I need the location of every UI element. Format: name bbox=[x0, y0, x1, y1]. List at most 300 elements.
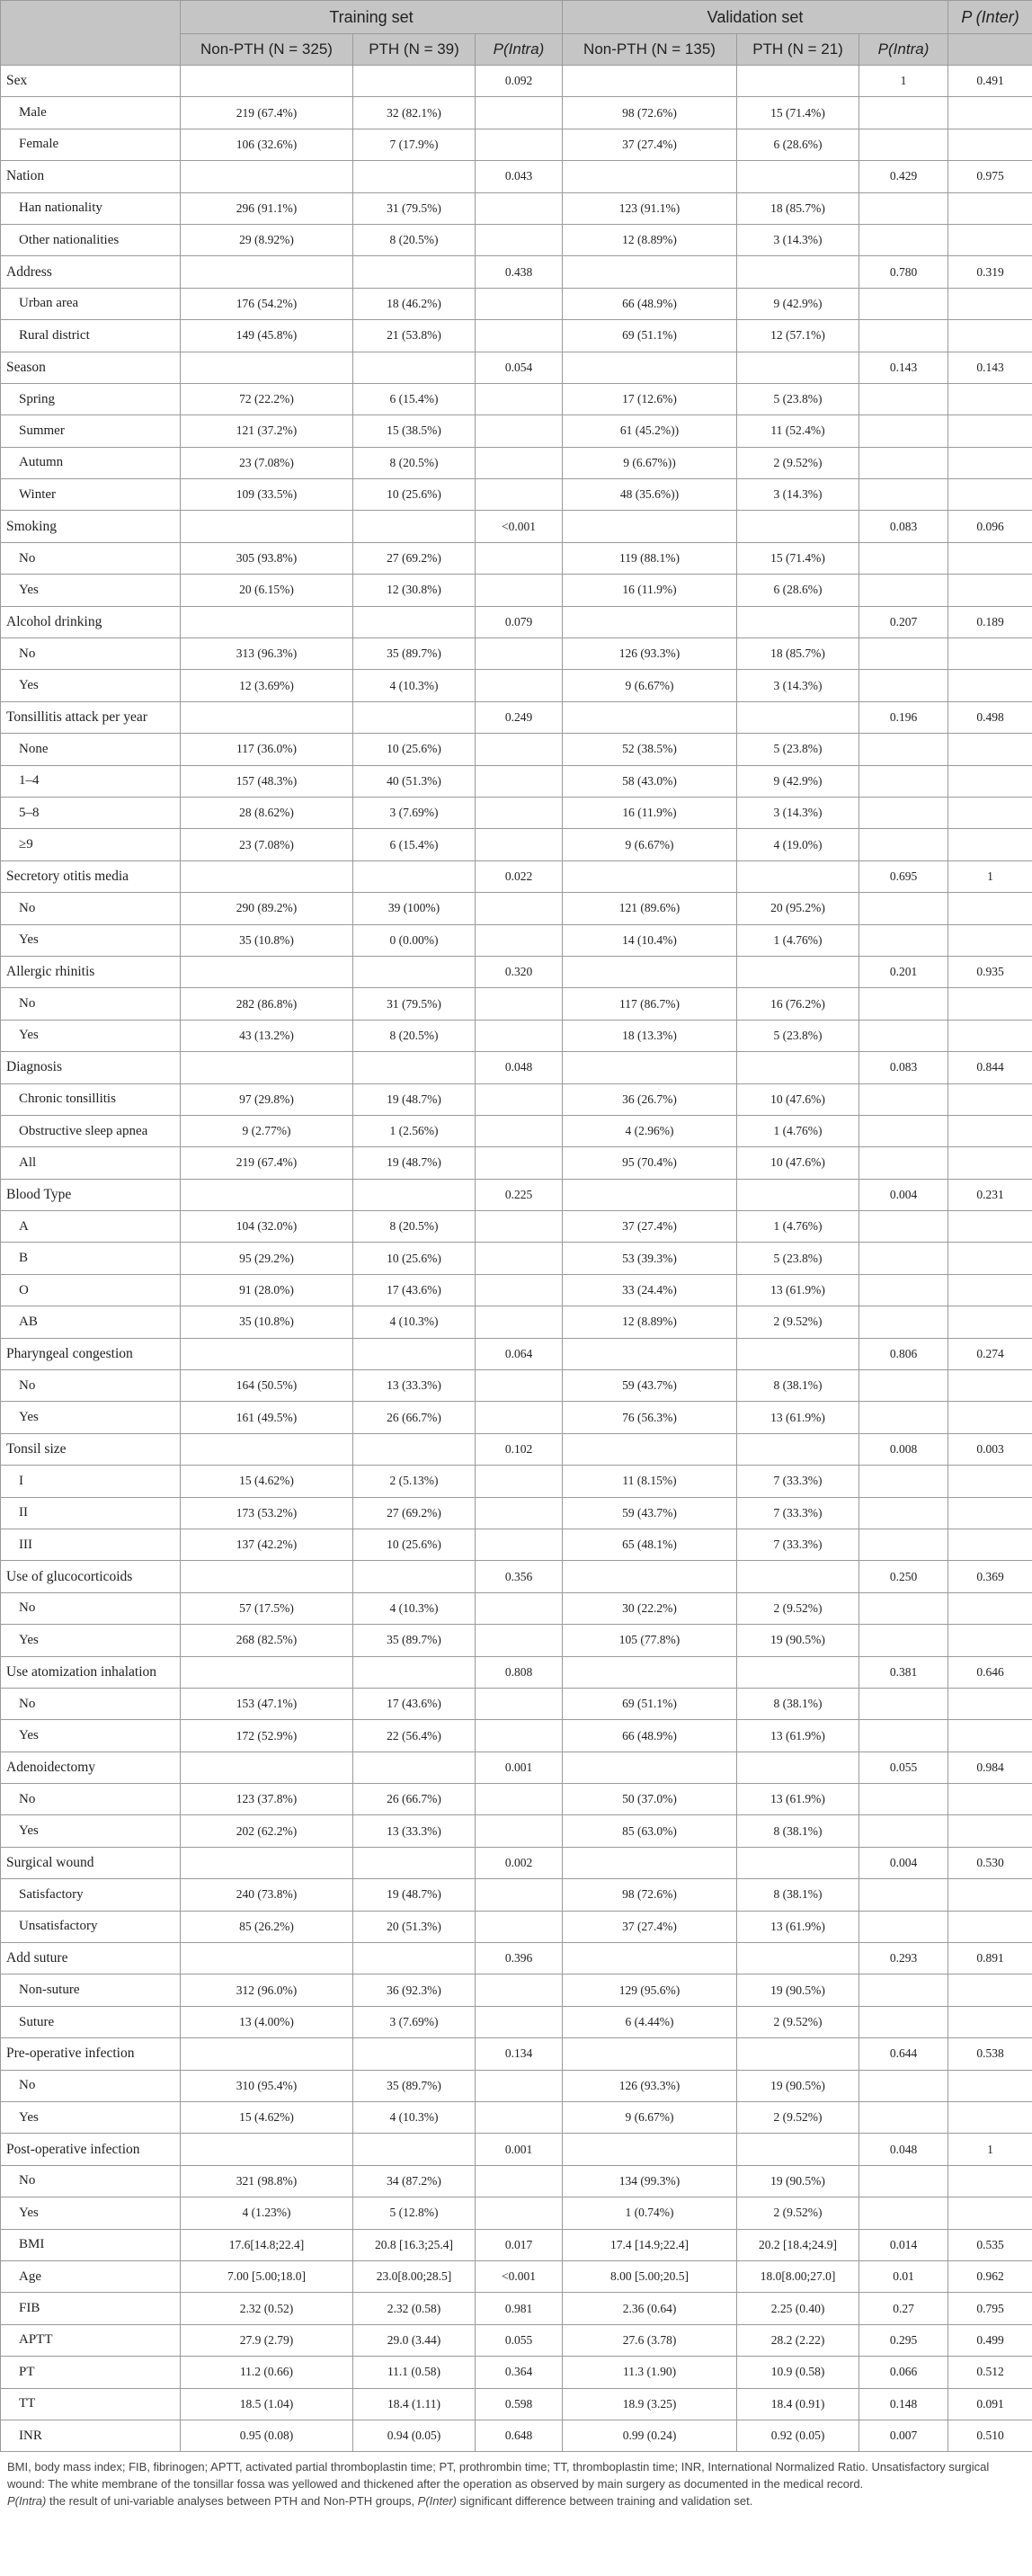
train-p-intra-cell bbox=[476, 1688, 563, 1719]
table-row bbox=[1, 447, 1032, 478]
table-row bbox=[1, 192, 1032, 224]
val-pth-cell: 8 (38.1%) bbox=[737, 1688, 859, 1719]
train-p-intra-cell bbox=[476, 542, 563, 574]
train-pth-cell bbox=[353, 1561, 476, 1592]
p-inter-cell: 0.510 bbox=[948, 2420, 1032, 2451]
val-pth-cell bbox=[737, 161, 859, 192]
table-row bbox=[1, 1306, 1032, 1338]
val-p-intra-cell: 0.196 bbox=[859, 701, 948, 733]
val-pth-cell: 15 (71.4%) bbox=[737, 97, 859, 129]
val-pth-cell: 11 (52.4%) bbox=[737, 415, 859, 447]
val-p-intra-cell bbox=[859, 638, 948, 670]
p-inter-cell: 0.646 bbox=[948, 1656, 1032, 1688]
val-nonpth-cell: 117 (86.7%) bbox=[563, 988, 737, 1020]
val-p-intra-cell bbox=[859, 383, 948, 414]
row-label: Secretory otitis media bbox=[1, 860, 181, 892]
row-label: No bbox=[1, 1688, 181, 1719]
val-pth-cell: 2 (9.52%) bbox=[737, 1592, 859, 1624]
val-pth-cell: 1 (4.76%) bbox=[737, 1211, 859, 1243]
p-inter-cell bbox=[948, 2165, 1032, 2197]
val-p-intra-cell: 0.293 bbox=[859, 1943, 948, 1974]
train-pth-cell: 13 (33.3%) bbox=[353, 1815, 476, 1847]
table-row bbox=[1, 1911, 1032, 1942]
row-label: Satisfactory bbox=[1, 1879, 181, 1911]
train-pth-cell: 32 (82.1%) bbox=[353, 97, 476, 129]
val-p-intra-cell bbox=[859, 1784, 948, 1815]
train-p-intra-cell: 0.225 bbox=[476, 1179, 563, 1210]
val-nonpth-cell: 59 (43.7%) bbox=[563, 1370, 737, 1402]
row-label: ≥9 bbox=[1, 829, 181, 860]
val-pth-cell: 13 (61.9%) bbox=[737, 1720, 859, 1752]
p-inter-cell bbox=[948, 479, 1032, 511]
val-p-intra-cell: 0.207 bbox=[859, 606, 948, 637]
table-row-variable bbox=[1, 1052, 1032, 1083]
row-label: No bbox=[1, 1370, 181, 1402]
p-inter-cell bbox=[948, 829, 1032, 860]
train-pth-cell: 4 (10.3%) bbox=[353, 2102, 476, 2134]
val-nonpth-cell: 37 (27.4%) bbox=[563, 129, 737, 160]
val-pth-cell: 2 (9.52%) bbox=[737, 2102, 859, 2134]
train-nonpth-cell: 137 (42.2%) bbox=[181, 1529, 353, 1560]
row-label: Male bbox=[1, 97, 181, 129]
val-nonpth-cell: 66 (48.9%) bbox=[563, 1720, 737, 1752]
train-pth-cell: 8 (20.5%) bbox=[353, 447, 476, 478]
train-nonpth-cell: 173 (53.2%) bbox=[181, 1497, 353, 1529]
val-p-intra-cell: 1 bbox=[859, 66, 948, 97]
train-p-intra-cell bbox=[476, 1115, 563, 1146]
table-row-variable bbox=[1, 352, 1032, 383]
train-p-intra-cell bbox=[476, 1815, 563, 1847]
train-nonpth-cell: 305 (93.8%) bbox=[181, 542, 353, 574]
train-p-intra-cell bbox=[476, 479, 563, 511]
p-inter-cell bbox=[948, 1402, 1032, 1433]
val-nonpth-cell: 95 (70.4%) bbox=[563, 1147, 737, 1179]
val-pth-cell bbox=[737, 1338, 859, 1369]
train-nonpth-cell: 219 (67.4%) bbox=[181, 97, 353, 129]
train-p-intra-cell: 0.364 bbox=[476, 2357, 563, 2388]
row-label: No bbox=[1, 638, 181, 670]
val-p-intra-cell bbox=[859, 1688, 948, 1719]
row-label: FIB bbox=[1, 2293, 181, 2324]
table-row-variable bbox=[1, 1338, 1032, 1369]
p-inter-cell bbox=[948, 1720, 1032, 1752]
val-p-intra-cell: 0.007 bbox=[859, 2420, 948, 2451]
p-inter-cell: 0.512 bbox=[948, 2357, 1032, 2388]
val-p-intra-cell: 0.083 bbox=[859, 1052, 948, 1083]
val-nonpth-cell bbox=[563, 701, 737, 733]
val-p-intra-cell bbox=[859, 924, 948, 956]
val-nonpth-cell: 58 (43.0%) bbox=[563, 765, 737, 797]
val-nonpth-cell: 17.4 [14.9;22.4] bbox=[563, 2229, 737, 2260]
train-pth-cell: 4 (10.3%) bbox=[353, 670, 476, 701]
table-row-variable bbox=[1, 66, 1032, 97]
train-p-intra-cell bbox=[476, 447, 563, 478]
row-label: Yes bbox=[1, 1815, 181, 1847]
table-row bbox=[1, 1974, 1032, 2006]
val-nonpth-cell bbox=[563, 956, 737, 987]
train-p-intra-cell: 0.055 bbox=[476, 2324, 563, 2356]
table-row bbox=[1, 1147, 1032, 1179]
table-row-variable bbox=[1, 1656, 1032, 1688]
table-row bbox=[1, 797, 1032, 828]
train-nonpth-cell: 28 (8.62%) bbox=[181, 797, 353, 828]
val-pth-cell: 20.2 [18.4;24.9] bbox=[737, 2229, 859, 2260]
row-label: Post-operative infection bbox=[1, 2134, 181, 2165]
train-p-intra-cell bbox=[476, 97, 563, 129]
row-label: APTT bbox=[1, 2324, 181, 2356]
footnote-abbreviations: BMI, body mass index; FIB, fibrinogen; APTT, activated partial thromboplastin time; PT, prothrombin time; TT, thromboplastin time; INR, International Normalized Ratio. Unsatisfactory surgical wound: The white membrane of the tonsillar fossa was yellowed and thickened after the operation as observed by main surgery as documented in the medical record. bbox=[7, 2460, 990, 2491]
table-row bbox=[1, 829, 1032, 860]
train-pth-cell: 35 (89.7%) bbox=[353, 638, 476, 670]
row-label: Yes bbox=[1, 670, 181, 701]
table-row-variable bbox=[1, 2134, 1032, 2165]
table-row bbox=[1, 1211, 1032, 1243]
train-p-intra-cell bbox=[476, 638, 563, 670]
train-p-intra-cell: 0.134 bbox=[476, 2038, 563, 2070]
train-pth-cell bbox=[353, 1052, 476, 1083]
table-row bbox=[1, 2102, 1032, 2134]
table-row bbox=[1, 893, 1032, 924]
val-pth-cell: 19 (90.5%) bbox=[737, 2070, 859, 2101]
row-label: Tonsil size bbox=[1, 1433, 181, 1465]
val-nonpth-cell: 8.00 [5.00;20.5] bbox=[563, 2260, 737, 2292]
val-nonpth-cell bbox=[563, 1179, 737, 1210]
val-nonpth-cell bbox=[563, 1561, 737, 1592]
val-pth-cell: 5 (23.8%) bbox=[737, 383, 859, 414]
train-nonpth-cell: 172 (52.9%) bbox=[181, 1720, 353, 1752]
val-pth-cell: 19 (90.5%) bbox=[737, 1625, 859, 1656]
val-p-intra-cell bbox=[859, 1147, 948, 1179]
train-pth-cell bbox=[353, 860, 476, 892]
p-inter-cell bbox=[948, 670, 1032, 701]
val-nonpth-cell: 66 (48.9%) bbox=[563, 288, 737, 319]
val-nonpth-cell bbox=[563, 511, 737, 542]
train-nonpth-cell: 321 (98.8%) bbox=[181, 2165, 353, 2197]
val-p-intra-cell bbox=[859, 224, 948, 255]
table-body bbox=[1, 66, 1032, 2452]
val-p-intra-cell bbox=[859, 2006, 948, 2037]
train-pth-cell: 20.8 [16.3;25.4] bbox=[353, 2229, 476, 2260]
val-nonpth-cell: 18 (13.3%) bbox=[563, 1020, 737, 1051]
val-nonpth-cell: 105 (77.8%) bbox=[563, 1625, 737, 1656]
train-p-intra-cell bbox=[476, 2197, 563, 2229]
train-pth-cell: 0.94 (0.05) bbox=[353, 2420, 476, 2451]
p-inter-cell bbox=[948, 542, 1032, 574]
table-row bbox=[1, 542, 1032, 574]
row-label: Non-suture bbox=[1, 1974, 181, 2006]
table-row bbox=[1, 1879, 1032, 1911]
val-pth-cell bbox=[737, 1052, 859, 1083]
val-nonpth-cell: 53 (39.3%) bbox=[563, 1243, 737, 1274]
val-p-intra-cell: 0.381 bbox=[859, 1656, 948, 1688]
row-label: Pre-operative infection bbox=[1, 2038, 181, 2070]
p-inter-cell bbox=[948, 2006, 1032, 2037]
train-pth-cell: 22 (56.4%) bbox=[353, 1720, 476, 1752]
train-pth-cell: 26 (66.7%) bbox=[353, 1402, 476, 1433]
row-label: Tonsillitis attack per year bbox=[1, 701, 181, 733]
val-p-intra-cell: 0.055 bbox=[859, 1752, 948, 1783]
row-label: No bbox=[1, 2070, 181, 2101]
row-label: Winter bbox=[1, 479, 181, 511]
val-pth-cell bbox=[737, 956, 859, 987]
train-pth-cell: 18.4 (1.11) bbox=[353, 2388, 476, 2420]
val-pth-cell: 2 (9.52%) bbox=[737, 447, 859, 478]
val-p-intra-cell bbox=[859, 129, 948, 160]
train-pth-cell bbox=[353, 352, 476, 383]
train-nonpth-cell: 240 (73.8%) bbox=[181, 1879, 353, 1911]
val-pth-cell: 3 (14.3%) bbox=[737, 670, 859, 701]
val-pth-cell bbox=[737, 256, 859, 288]
val-pth-cell: 28.2 (2.22) bbox=[737, 2324, 859, 2356]
val-nonpth-cell: 11.3 (1.90) bbox=[563, 2357, 737, 2388]
val-pth-cell: 13 (61.9%) bbox=[737, 1274, 859, 1306]
val-pth-cell: 6 (28.6%) bbox=[737, 575, 859, 606]
p-inter-cell: 0.096 bbox=[948, 511, 1032, 542]
val-p-intra-cell bbox=[859, 1402, 948, 1433]
val-p-intra-cell: 0.780 bbox=[859, 256, 948, 288]
val-nonpth-cell bbox=[563, 1433, 737, 1465]
val-pth-cell: 2.25 (0.40) bbox=[737, 2293, 859, 2324]
val-pth-cell bbox=[737, 66, 859, 97]
val-pth-cell bbox=[737, 1847, 859, 1878]
train-pth-cell: 2.32 (0.58) bbox=[353, 2293, 476, 2324]
table-row bbox=[1, 2388, 1032, 2420]
val-pth-cell: 12 (57.1%) bbox=[737, 320, 859, 352]
train-p-intra-cell: 0.001 bbox=[476, 1752, 563, 1783]
val-nonpth-cell: 1 (0.74%) bbox=[563, 2197, 737, 2229]
val-nonpth-cell: 85 (63.0%) bbox=[563, 1815, 737, 1847]
val-p-intra-cell: 0.148 bbox=[859, 2388, 948, 2420]
table-row bbox=[1, 638, 1032, 670]
train-nonpth-cell: 97 (29.8%) bbox=[181, 1083, 353, 1115]
val-pth-cell bbox=[737, 1943, 859, 1974]
train-pth-cell: 3 (7.69%) bbox=[353, 2006, 476, 2037]
val-p-intra-cell bbox=[859, 1720, 948, 1752]
train-nonpth-cell: 9 (2.77%) bbox=[181, 1115, 353, 1146]
val-p-intra-cell bbox=[859, 2197, 948, 2229]
val-p-intra-cell: 0.004 bbox=[859, 1179, 948, 1210]
train-pth-cell: 23.0[8.00;28.5] bbox=[353, 2260, 476, 2292]
table-row bbox=[1, 1243, 1032, 1274]
val-nonpth-cell: 76 (56.3%) bbox=[563, 1402, 737, 1433]
val-pth-cell: 18.4 (0.91) bbox=[737, 2388, 859, 2420]
row-label: BMI bbox=[1, 2229, 181, 2260]
p-inter-cell: 0.091 bbox=[948, 2388, 1032, 2420]
val-nonpth-cell bbox=[563, 606, 737, 637]
table-row-variable bbox=[1, 161, 1032, 192]
val-p-intra-cell bbox=[859, 1879, 948, 1911]
p-inter-cell bbox=[948, 1592, 1032, 1624]
train-p-intra-cell bbox=[476, 1083, 563, 1115]
row-label: Pharyngeal congestion bbox=[1, 1338, 181, 1369]
train-p-intra-cell: 0.002 bbox=[476, 1847, 563, 1878]
val-pth-cell: 6 (28.6%) bbox=[737, 129, 859, 160]
train-nonpth-cell: 164 (50.5%) bbox=[181, 1370, 353, 1402]
train-pth-cell: 29.0 (3.44) bbox=[353, 2324, 476, 2356]
val-p-intra-cell: 0.806 bbox=[859, 1338, 948, 1369]
p-inter-cell bbox=[948, 1020, 1032, 1051]
val-p-intra-cell: 0.083 bbox=[859, 511, 948, 542]
train-p-intra-cell: 0.981 bbox=[476, 2293, 563, 2324]
train-pth-cell bbox=[353, 1179, 476, 1210]
p-inter-cell bbox=[948, 1466, 1032, 1497]
val-p-intra-cell bbox=[859, 192, 948, 224]
val-nonpth-cell bbox=[563, 1847, 737, 1878]
row-label: Adenoidectomy bbox=[1, 1752, 181, 1783]
val-pth-cell bbox=[737, 1656, 859, 1688]
table-row bbox=[1, 2324, 1032, 2356]
table-row bbox=[1, 2260, 1032, 2292]
header-train-p: P(Intra) bbox=[476, 34, 563, 66]
table-row bbox=[1, 1083, 1032, 1115]
val-pth-cell: 3 (14.3%) bbox=[737, 224, 859, 255]
row-label: Smoking bbox=[1, 511, 181, 542]
p-inter-cell: 0.189 bbox=[948, 606, 1032, 637]
val-p-intra-cell bbox=[859, 1211, 948, 1243]
p-inter-cell: 0.975 bbox=[948, 161, 1032, 192]
table-row bbox=[1, 1720, 1032, 1752]
row-label: INR bbox=[1, 2420, 181, 2451]
table-row-variable bbox=[1, 1752, 1032, 1783]
table-row bbox=[1, 2006, 1032, 2037]
p-inter-cell bbox=[948, 1625, 1032, 1656]
row-label: Yes bbox=[1, 1020, 181, 1051]
train-p-intra-cell bbox=[476, 1879, 563, 1911]
train-pth-cell: 19 (48.7%) bbox=[353, 1147, 476, 1179]
train-p-intra-cell bbox=[476, 1243, 563, 1274]
train-pth-cell: 17 (43.6%) bbox=[353, 1274, 476, 1306]
val-pth-cell: 9 (42.9%) bbox=[737, 765, 859, 797]
train-pth-cell bbox=[353, 256, 476, 288]
val-p-intra-cell: 0.004 bbox=[859, 1847, 948, 1878]
train-nonpth-cell: 15 (4.62%) bbox=[181, 1466, 353, 1497]
val-p-intra-cell bbox=[859, 1625, 948, 1656]
table-row bbox=[1, 1115, 1032, 1146]
row-label: PT bbox=[1, 2357, 181, 2388]
val-nonpth-cell: 14 (10.4%) bbox=[563, 924, 737, 956]
header-p-inter: P (Inter) bbox=[948, 1, 1032, 34]
train-nonpth-cell: 219 (67.4%) bbox=[181, 1147, 353, 1179]
p-inter-cell bbox=[948, 575, 1032, 606]
val-p-intra-cell bbox=[859, 988, 948, 1020]
val-p-intra-cell bbox=[859, 1306, 948, 1338]
table-row-variable bbox=[1, 1433, 1032, 1465]
train-pth-cell: 10 (25.6%) bbox=[353, 734, 476, 765]
header-training-set: Training set bbox=[181, 1, 563, 34]
train-nonpth-cell: 268 (82.5%) bbox=[181, 1625, 353, 1656]
val-pth-cell bbox=[737, 606, 859, 637]
train-pth-cell: 18 (46.2%) bbox=[353, 288, 476, 319]
p-inter-cell bbox=[948, 1243, 1032, 1274]
p-inter-cell: 0.530 bbox=[948, 1847, 1032, 1878]
p-inter-cell bbox=[948, 1879, 1032, 1911]
val-nonpth-cell: 12 (8.89%) bbox=[563, 1306, 737, 1338]
train-nonpth-cell: 0.95 (0.08) bbox=[181, 2420, 353, 2451]
train-nonpth-cell bbox=[181, 1179, 353, 1210]
row-label: TT bbox=[1, 2388, 181, 2420]
train-nonpth-cell: 15 (4.62%) bbox=[181, 2102, 353, 2134]
train-nonpth-cell: 153 (47.1%) bbox=[181, 1688, 353, 1719]
val-nonpth-cell: 69 (51.1%) bbox=[563, 320, 737, 352]
val-p-intra-cell: 0.695 bbox=[859, 860, 948, 892]
row-label: O bbox=[1, 1274, 181, 1306]
table-row bbox=[1, 129, 1032, 160]
row-label: No bbox=[1, 2165, 181, 2197]
row-label: Rural district bbox=[1, 320, 181, 352]
table-row bbox=[1, 2357, 1032, 2388]
table-row bbox=[1, 320, 1032, 352]
p-inter-cell bbox=[948, 1115, 1032, 1146]
row-label: Yes bbox=[1, 1402, 181, 1433]
p-inter-cell bbox=[948, 797, 1032, 828]
val-p-intra-cell bbox=[859, 1370, 948, 1402]
train-pth-cell: 10 (25.6%) bbox=[353, 1529, 476, 1560]
val-nonpth-cell bbox=[563, 161, 737, 192]
train-nonpth-cell: 91 (28.0%) bbox=[181, 1274, 353, 1306]
table-row bbox=[1, 1815, 1032, 1847]
table-row bbox=[1, 1497, 1032, 1529]
train-nonpth-cell bbox=[181, 1561, 353, 1592]
p-inter-cell bbox=[948, 192, 1032, 224]
train-pth-cell: 0 (0.00%) bbox=[353, 924, 476, 956]
train-nonpth-cell bbox=[181, 66, 353, 97]
val-nonpth-cell: 65 (48.1%) bbox=[563, 1529, 737, 1560]
table-row bbox=[1, 415, 1032, 447]
row-label: Unsatisfactory bbox=[1, 1911, 181, 1942]
p-inter-cell bbox=[948, 2197, 1032, 2229]
p-inter-cell bbox=[948, 1370, 1032, 1402]
train-nonpth-cell: 123 (37.8%) bbox=[181, 1784, 353, 1815]
val-pth-cell: 8 (38.1%) bbox=[737, 1370, 859, 1402]
val-pth-cell: 13 (61.9%) bbox=[737, 1402, 859, 1433]
table-row-variable bbox=[1, 1561, 1032, 1592]
val-p-intra-cell bbox=[859, 320, 948, 352]
p-inter-cell: 0.003 bbox=[948, 1433, 1032, 1465]
val-p-intra-cell bbox=[859, 2165, 948, 2197]
train-nonpth-cell bbox=[181, 1847, 353, 1878]
train-p-intra-cell bbox=[476, 1529, 563, 1560]
train-nonpth-cell: 310 (95.4%) bbox=[181, 2070, 353, 2101]
train-pth-cell bbox=[353, 1338, 476, 1369]
val-nonpth-cell: 126 (93.3%) bbox=[563, 638, 737, 670]
train-nonpth-cell: 282 (86.8%) bbox=[181, 988, 353, 1020]
train-nonpth-cell bbox=[181, 1338, 353, 1369]
p-inter-cell bbox=[948, 893, 1032, 924]
table-row-variable bbox=[1, 860, 1032, 892]
train-pth-cell: 6 (15.4%) bbox=[353, 829, 476, 860]
train-nonpth-cell bbox=[181, 2038, 353, 2070]
train-pth-cell: 27 (69.2%) bbox=[353, 1497, 476, 1529]
table-row bbox=[1, 1529, 1032, 1560]
train-nonpth-cell: 11.2 (0.66) bbox=[181, 2357, 353, 2388]
val-pth-cell: 3 (14.3%) bbox=[737, 479, 859, 511]
val-nonpth-cell: 69 (51.1%) bbox=[563, 1688, 737, 1719]
row-label: Spring bbox=[1, 383, 181, 414]
train-nonpth-cell bbox=[181, 352, 353, 383]
train-p-intra-cell: 0.320 bbox=[476, 956, 563, 987]
val-nonpth-cell: 119 (88.1%) bbox=[563, 542, 737, 574]
val-p-intra-cell bbox=[859, 415, 948, 447]
train-p-intra-cell bbox=[476, 320, 563, 352]
row-label: None bbox=[1, 734, 181, 765]
train-nonpth-cell: 95 (29.2%) bbox=[181, 1243, 353, 1274]
train-p-intra-cell bbox=[476, 1147, 563, 1179]
p-inter-cell: 0.935 bbox=[948, 956, 1032, 987]
val-nonpth-cell: 9 (6.67%)) bbox=[563, 447, 737, 478]
row-label: Use of glucocorticoids bbox=[1, 1561, 181, 1592]
train-nonpth-cell bbox=[181, 256, 353, 288]
p-inter-cell bbox=[948, 1147, 1032, 1179]
